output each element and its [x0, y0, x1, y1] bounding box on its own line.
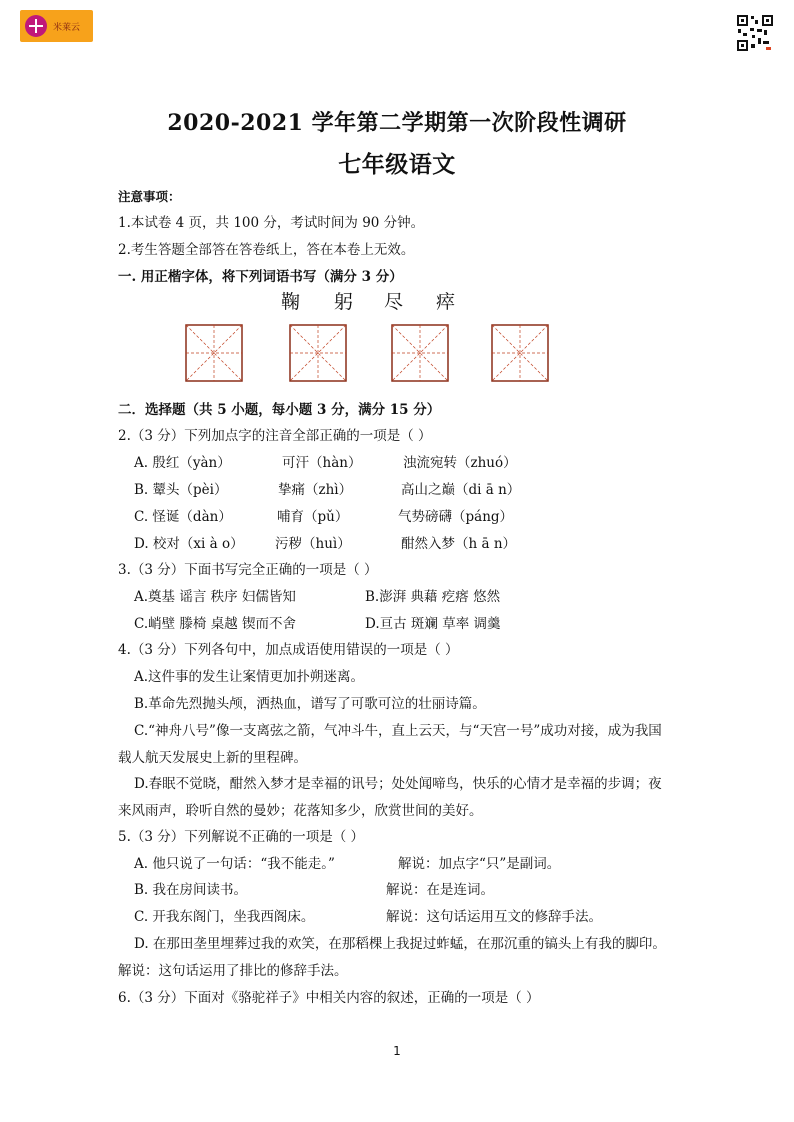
q2-d-3: 酣然入梦（h ā n） [401, 536, 517, 552]
writing-grid-3[interactable] [391, 324, 449, 382]
q4-option-d-line2: 来风雨声，聆听自然的曼妙；花落知多少，欣赏世间的美好。 [118, 803, 483, 819]
q5-d-sentence: D. 在那田垄里埋葬过我的欢笑，在那稻棵上我捉过蚱蜢，在那沉重的镐头上有我的脚印。 [134, 936, 666, 952]
q2-d-2: 污秽（huì） [275, 536, 351, 552]
notes-item-2: 2.考生答题全部答在答卷纸上，答在本卷上无效。 [118, 242, 415, 258]
q4-option-d-line1: D.春眠不觉晓，酣然入梦才是幸福的讯号；处处闻啼鸟，快乐的心情才是幸福的步调；夜 [134, 776, 662, 792]
q2-stem: 2.（3 分）下列加点字的注音全部正确的一项是（ ） [118, 428, 432, 444]
q5-a-explanation: 解说：加点字“只”是副词。 [398, 856, 561, 872]
q4-option-c-line1: C.“神舟八号”像一支离弦之箭，气冲斗牛，直上云天，与“天宫一号”成功对接，成为我国 [134, 723, 662, 739]
brand-logo [20, 10, 93, 42]
q5-stem: 5.（3 分）下列解说不正确的一项是（ ） [118, 829, 365, 845]
q2-c-3: 气势磅礴（páng） [398, 509, 514, 525]
q2-b-1: B. 颦头（pèi） [134, 482, 228, 498]
q2-c-1: C. 怪诞（dàn） [134, 509, 232, 525]
page-number: 1 [393, 1044, 401, 1058]
q5-b-explanation: 解说：在是连词。 [386, 882, 494, 898]
q4-option-a: A.这件事的发生让案情更加扑朔迷离。 [134, 669, 365, 685]
q3-b: B.澎湃 典藉 疙瘩 悠然 [365, 589, 501, 605]
word-char-3: 尽 [384, 291, 404, 313]
q3-stem: 3.（3 分）下面书写完全正确的一项是（ ） [118, 562, 378, 578]
q2-a-1: A. 殷红（yàn） [134, 455, 231, 471]
qr-code-icon [736, 14, 774, 52]
writing-grid-1[interactable] [185, 324, 243, 382]
word-char-4: 瘁 [436, 291, 456, 313]
q2-a-3: 浊流宛转（zhuó） [403, 455, 517, 471]
logo-cross-icon [25, 15, 47, 37]
q2-b-3: 高山之巅（di ā n） [401, 482, 521, 498]
q5-c-explanation: 解说：这句话运用互文的修辞手法。 [386, 909, 602, 925]
q3-d: D.亘古 斑斓 草率 调羹 [365, 616, 501, 632]
q5-d-explanation: 解说：这句话运用了排比的修辞手法。 [118, 963, 348, 979]
section2-heading: 二．选择题（共 5 小题，每小题 3 分，满分 15 分） [118, 402, 441, 418]
word-char-2: 躬 [334, 291, 354, 313]
q2-a-2: 可汗（hàn） [282, 455, 362, 471]
q3-a: A.奠基 谣言 秩序 妇儒皆知 [134, 589, 296, 605]
q4-option-b: B.革命先烈抛头颅，洒热血，谱写了可歌可泣的壮丽诗篇。 [134, 696, 486, 712]
writing-grid-4[interactable] [491, 324, 549, 382]
notes-item-1: 1.本试卷 4 页，共 100 分，考试时间为 90 分钟。 [118, 215, 425, 231]
q5-a-sentence: A. 他只说了一句话：“我不能走。” [134, 856, 335, 872]
q2-c-2: 哺育（pǔ） [277, 509, 349, 525]
q4-option-c-line2: 载人航天发展史上新的里程碑。 [118, 750, 307, 766]
section1-heading: 一. 用正楷字体，将下列词语书写（满分 3 分） [118, 269, 403, 285]
exam-title: 2020-2021 学年第二学期第一次阶段性调研 [167, 110, 627, 136]
q6-stem: 6.（3 分）下面对《骆驼祥子》中相关内容的叙述，正确的一项是（ ） [118, 990, 540, 1006]
q2-b-2: 挚痛（zhì） [278, 482, 353, 498]
q5-c-sentence: C. 开我东阁门，坐我西阁床。 [134, 909, 315, 925]
writing-grid-2[interactable] [289, 324, 347, 382]
q2-d-1: D. 校对（xi à o） [134, 536, 244, 552]
q5-b-sentence: B. 我在房间读书。 [134, 882, 248, 898]
q3-c: C.峭壁 滕椅 桌越 锲而不舍 [134, 616, 297, 632]
logo-text: 米莱云 [53, 22, 81, 33]
exam-subtitle: 七年级语文 [338, 151, 456, 178]
q4-stem: 4.（3 分）下列各句中，加点成语使用错误的一项是（ ） [118, 642, 459, 658]
word-char-1: 鞠 [281, 291, 301, 313]
notes-heading: 注意事项： [118, 189, 181, 204]
